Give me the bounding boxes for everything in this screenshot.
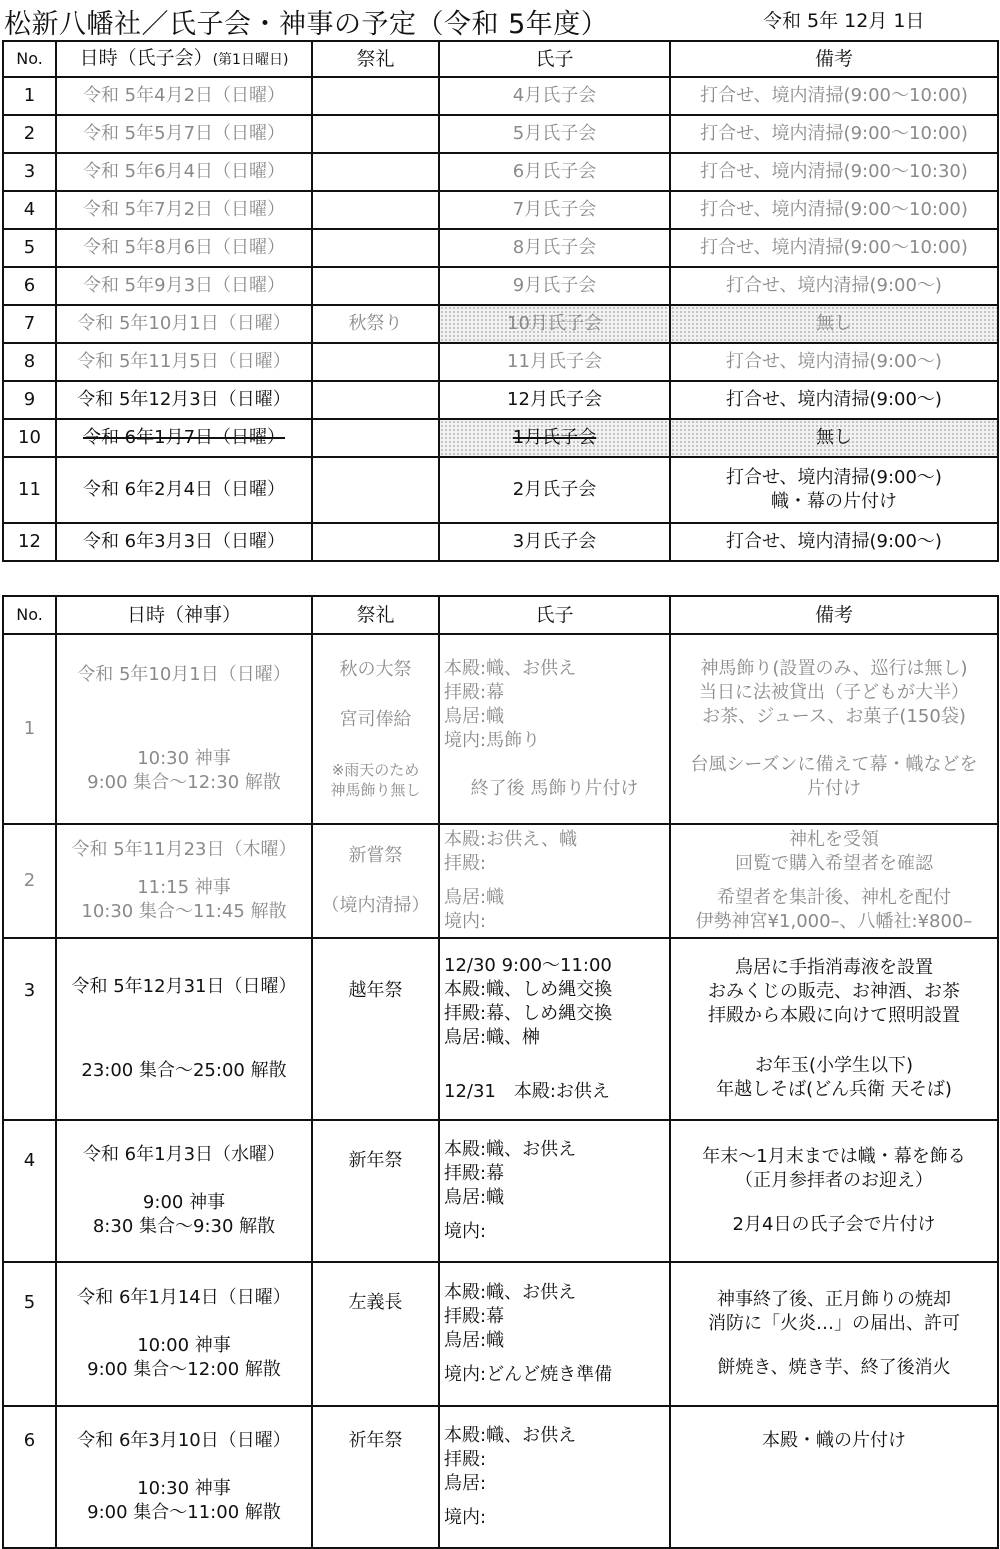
row-festival: 秋祭り <box>312 305 439 343</box>
row-date: 令和 5年10月1日（日曜） <box>56 305 312 343</box>
row-no: 1 <box>3 77 56 115</box>
row-ujiko: 7月氏子会 <box>439 191 670 229</box>
row-date: 令和 5年12月31日（日曜） 23:00 集合～25:00 解散 <box>56 938 312 1120</box>
row-date: 令和 5年10月1日（日曜） 10:30 神事 9:00 集合～12:30 解散 <box>56 634 312 824</box>
row-ujiko: 本殿:お供え、幟 拝殿: 鳥居:幟 境内: <box>439 824 670 938</box>
table-row <box>3 267 998 305</box>
row-ujiko: 9月氏子会 <box>439 267 670 305</box>
table-row <box>3 77 998 115</box>
table-row <box>3 938 998 1120</box>
row-no: 3 <box>3 153 56 191</box>
row-date: 令和 5年8月6日（日曜） <box>56 229 312 267</box>
table-row <box>3 523 998 561</box>
col-festival: 祭礼 <box>312 596 439 634</box>
row-festival <box>312 191 439 229</box>
row-no: 12 <box>3 523 56 561</box>
table-row <box>3 457 998 523</box>
row-ujiko: 4月氏子会 <box>439 77 670 115</box>
row-no: 7 <box>3 305 56 343</box>
table-row <box>3 153 998 191</box>
row-note: 打合せ、境内清掃(9:00～10:00) <box>670 115 998 153</box>
row-no: 8 <box>3 343 56 381</box>
col-no: No. <box>3 41 56 77</box>
table-row <box>3 381 998 419</box>
col-note: 備考 <box>670 596 998 634</box>
row-ujiko: 12/30 9:00～11:00 本殿:幟、しめ縄交換 拝殿:幕、しめ縄交換 鳥居:幟、榊 12/31 本殿:お供え <box>439 938 670 1120</box>
row-note: 打合せ、境内清掃(9:00～10:00) <box>670 191 998 229</box>
row-date: 令和 5年6月4日（日曜） <box>56 153 312 191</box>
row-no: 2 <box>3 824 56 938</box>
col-no: No. <box>3 596 56 634</box>
row-festival <box>312 153 439 191</box>
table-row <box>3 634 998 824</box>
row-ujiko: 3月氏子会 <box>439 523 670 561</box>
row-festival: 越年祭 <box>312 938 439 1120</box>
row-note: 神札を受領 回覧で購入希望者を確認 希望者を集計後、神札を配付 伊勢神宮¥1,000–、八幡社:¥800– <box>670 824 998 938</box>
row-date: 令和 6年1月14日（日曜） 10:00 神事 9:00 集合～12:00 解散 <box>56 1262 312 1406</box>
row-festival: 左義長 <box>312 1262 439 1406</box>
row-note: 打合せ、境内清掃(9:00～10:00) <box>670 229 998 267</box>
row-note: 無し <box>670 419 998 457</box>
row-note: 打合せ、境内清掃(9:00～) <box>670 343 998 381</box>
row-ujiko: 10月氏子会 <box>439 305 670 343</box>
row-ujiko-cancelled: 1月氏子会 <box>439 419 670 457</box>
row-ujiko: 本殿:幟、お供え 拝殿:幕 鳥居:幟 境内: <box>439 1120 670 1262</box>
row-no: 11 <box>3 457 56 523</box>
table-row <box>3 1262 998 1406</box>
row-festival <box>312 77 439 115</box>
row-note: 打合せ、境内清掃(9:00～10:00) <box>670 77 998 115</box>
row-ujiko: 5月氏子会 <box>439 115 670 153</box>
row-no: 4 <box>3 191 56 229</box>
row-festival <box>312 267 439 305</box>
row-no: 3 <box>3 938 56 1120</box>
row-no: 5 <box>3 1262 56 1406</box>
table-row <box>3 191 998 229</box>
row-note: 打合せ、境内清掃(9:00～) <box>670 267 998 305</box>
row-note: 打合せ、境内清掃(9:00～) <box>670 381 998 419</box>
row-festival: 祈年祭 <box>312 1406 439 1548</box>
table-header-row <box>3 596 998 634</box>
row-no: 6 <box>3 267 56 305</box>
row-ujiko: 8月氏子会 <box>439 229 670 267</box>
row-date: 令和 5年12月3日（日曜） <box>56 381 312 419</box>
row-festival <box>312 523 439 561</box>
row-no: 1 <box>3 634 56 824</box>
row-ujiko: 本殿:幟、お供え 拝殿:幕 鳥居:幟 境内:馬飾り 終了後 馬飾り片付け <box>439 634 670 824</box>
page-header <box>0 0 1000 40</box>
row-no: 9 <box>3 381 56 419</box>
col-date: 日時（氏子会）(第1日曜日) <box>56 41 312 77</box>
table-row <box>3 1406 998 1548</box>
row-ujiko: 11月氏子会 <box>439 343 670 381</box>
row-ujiko: 本殿:幟、お供え 拝殿:幕 鳥居:幟 境内:どんど焼き準備 <box>439 1262 670 1406</box>
col-festival: 祭礼 <box>312 41 439 77</box>
row-ujiko: 6月氏子会 <box>439 153 670 191</box>
row-date: 令和 6年2月4日（日曜） <box>56 457 312 523</box>
row-festival <box>312 419 439 457</box>
row-date: 令和 5年9月3日（日曜） <box>56 267 312 305</box>
row-no: 2 <box>3 115 56 153</box>
row-no: 4 <box>3 1120 56 1262</box>
table-row <box>3 1120 998 1262</box>
col-date: 日時（神事） <box>56 596 312 634</box>
row-date: 令和 6年3月3日（日曜） <box>56 523 312 561</box>
table-row <box>3 229 998 267</box>
row-no: 6 <box>3 1406 56 1548</box>
row-date: 令和 5年7月2日（日曜） <box>56 191 312 229</box>
row-no: 5 <box>3 229 56 267</box>
row-date: 令和 6年3月10日（日曜） 10:30 神事 9:00 集合～11:00 解散 <box>56 1406 312 1548</box>
row-note: 無し <box>670 305 998 343</box>
issue-date: 令和 5年 12月 1日 <box>763 10 925 32</box>
row-ujiko: 2月氏子会 <box>439 457 670 523</box>
row-note: 年末～1月末までは幟・幕を飾る （正月参拝者のお迎え） 2月4日の氏子会で片付け <box>670 1120 998 1262</box>
row-date: 令和 6年1月3日（水曜） 9:00 神事 8:30 集合～9:30 解散 <box>56 1120 312 1262</box>
row-note: 打合せ、境内清掃(9:00～10:30) <box>670 153 998 191</box>
row-festival: 新嘗祭 （境内清掃） <box>312 824 439 938</box>
row-date: 令和 5年5月7日（日曜） <box>56 115 312 153</box>
row-note: 本殿・幟の片付け <box>670 1406 998 1548</box>
row-festival <box>312 229 439 267</box>
row-note: 神馬飾り(設置のみ、巡行は無し) 当日に法被貸出（子どもが大半） お茶、ジュース、お菓子(150袋) 台風シーズンに備えて幕・幟などを 片付け <box>670 634 998 824</box>
row-date: 令和 5年4月2日（日曜） <box>56 77 312 115</box>
row-date-cancelled: 令和 6年1月7日（日曜） <box>56 419 312 457</box>
row-festival: 秋の大祭 宮司俸給 ※雨天のため 神馬飾り無し <box>312 634 439 824</box>
col-ujiko: 氏子 <box>439 41 670 77</box>
table-row <box>3 115 998 153</box>
row-festival <box>312 115 439 153</box>
table-row <box>3 419 998 457</box>
table-row <box>3 305 998 343</box>
row-date: 令和 5年11月23日（木曜） 11:15 神事 10:30 集合～11:45 解散 <box>56 824 312 938</box>
table-row <box>3 343 998 381</box>
row-note: 神事終了後、正月飾りの焼却 消防に「火炎…」の届出、許可 餅焼き、焼き芋、終了後消火 <box>670 1262 998 1406</box>
row-festival <box>312 381 439 419</box>
col-note: 備考 <box>670 41 998 77</box>
row-note: 打合せ、境内清掃(9:00～) 幟・幕の片付け <box>670 457 998 523</box>
row-festival <box>312 343 439 381</box>
row-note: 鳥居に手指消毒液を設置 おみくじの販売、お神酒、お茶 拝殿から本殿に向けて照明設置 お年玉(小学生以下) 年越しそば(どん兵衛 天そば) <box>670 938 998 1120</box>
col-ujiko: 氏子 <box>439 596 670 634</box>
row-note: 打合せ、境内清掃(9:00～) <box>670 523 998 561</box>
row-ujiko: 12月氏子会 <box>439 381 670 419</box>
table-header-row <box>3 41 998 77</box>
row-festival <box>312 457 439 523</box>
shinto-ritual-table <box>2 595 999 1549</box>
row-festival: 新年祭 <box>312 1120 439 1262</box>
ujiko-meeting-table <box>2 40 999 562</box>
row-date: 令和 5年11月5日（日曜） <box>56 343 312 381</box>
table-row <box>3 824 998 938</box>
page-title: 松新八幡社／氏子会・神事の予定（令和 5年度） <box>4 9 609 40</box>
row-no: 10 <box>3 419 56 457</box>
row-ujiko: 本殿:幟、お供え 拝殿: 鳥居: 境内: <box>439 1406 670 1548</box>
